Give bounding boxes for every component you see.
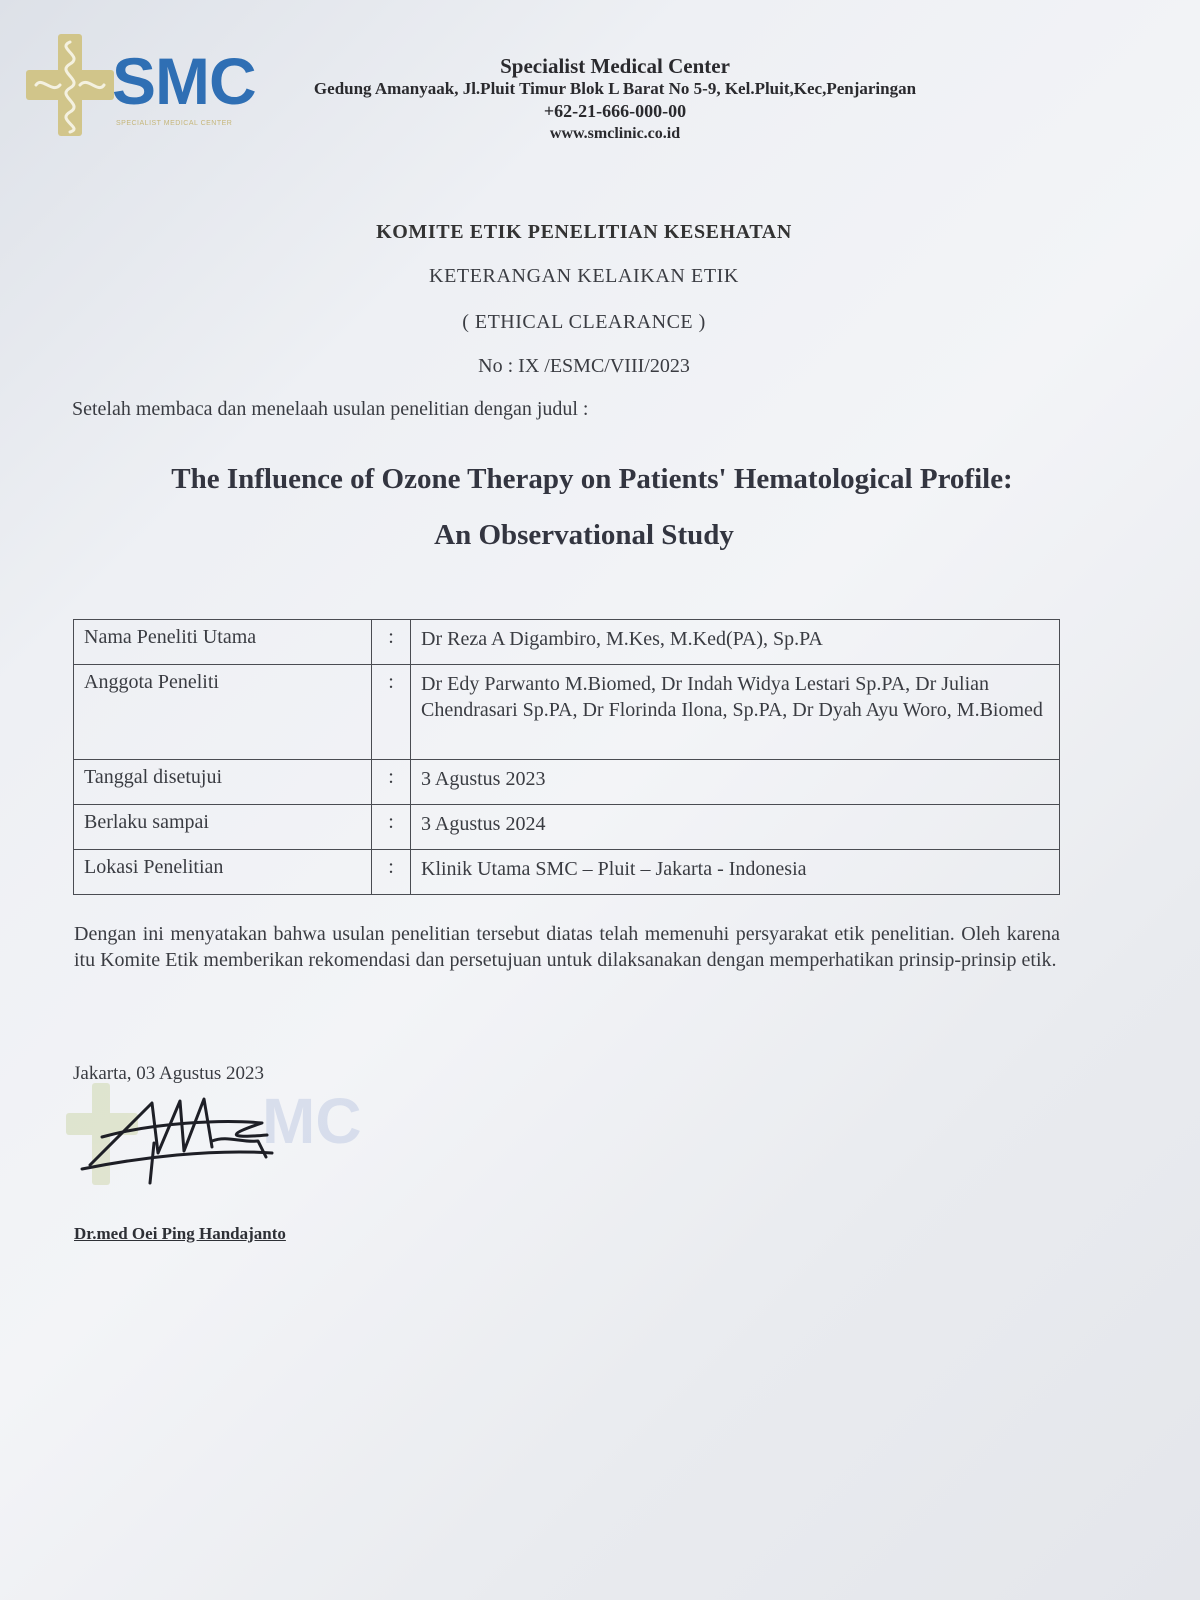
row-value: Klinik Utama SMC – Pluit – Jakarta - Indonesia	[411, 850, 1060, 895]
row-label: Berlaku sampai	[74, 805, 372, 850]
declaration-paragraph: Dengan ini menyatakan bahwa usulan penelitian tersebut diatas telah memenuhi persyarakat etik penelitian. Oleh karena itu Komite Etik memberikan rekomendasi dan persetujuan untuk dilaksanakan dengan memperhatikan prinsip-prinsip etik.	[74, 923, 1060, 971]
logo-subtitle: SPECIALIST MEDICAL CENTER	[116, 120, 233, 127]
institution-address: Gedung Amanyaak, Jl.Pluit Timur Blok L Barat No 5-9, Kel.Pluit,Kec,Penjaringan	[313, 79, 917, 98]
table-row	[74, 665, 1060, 760]
document-number: No : IX /ESMC/VIII/2023	[478, 355, 690, 377]
signer-name: Dr.med Oei Ping Handajanto	[74, 1224, 286, 1243]
row-value: Dr Edy Parwanto M.Biomed, Dr Indah Widya Lestari Sp.PA, Dr Julian Chendrasari Sp.PA, Dr Florinda Ilona, Sp.PA, Dr Dyah Ayu Woro, M.Biomed	[411, 665, 1060, 760]
row-separator: :	[372, 850, 411, 895]
study-title-line1: The Influence of Ozone Therapy on Patients' Hematological Profile:	[171, 463, 1013, 495]
table-row	[74, 850, 1060, 895]
institution-name: Specialist Medical Center	[500, 54, 730, 78]
table-row	[74, 805, 1060, 850]
row-value: 3 Agustus 2024	[411, 805, 1060, 850]
row-separator: :	[372, 805, 411, 850]
row-label: Anggota Peneliti	[74, 665, 372, 760]
row-separator: :	[372, 620, 411, 665]
smc-emblem-icon	[26, 34, 114, 136]
row-value: 3 Agustus 2023	[411, 760, 1060, 805]
document-heading: KETERANGAN KELAIKAN ETIK	[429, 265, 739, 287]
research-details-table	[73, 619, 1060, 895]
svg-text:MC: MC	[262, 1085, 362, 1157]
table-row	[74, 760, 1060, 805]
logo-wordmark: SMC	[112, 44, 256, 118]
table-row	[74, 620, 1060, 665]
document-heading-en: ( ETHICAL CLEARANCE )	[462, 311, 706, 333]
institution-phone: +62-21-666-000-00	[543, 101, 687, 121]
committee-title: KOMITE ETIK PENELITIAN KESEHATAN	[376, 221, 792, 243]
row-value: Dr Reza A Digambiro, M.Kes, M.Ked(PA), Sp.PA	[411, 620, 1060, 665]
institution-website: www.smclinic.co.id	[549, 125, 681, 142]
intro-text: Setelah membaca dan menelaah usulan penelitian dengan judul :	[72, 398, 589, 420]
signature-icon	[62, 1083, 362, 1193]
signature-block	[62, 1083, 362, 1193]
smc-logo	[26, 34, 266, 139]
row-label: Tanggal disetujui	[74, 760, 372, 805]
row-separator: :	[372, 665, 411, 760]
row-separator: :	[372, 760, 411, 805]
study-title-line2: An Observational Study	[434, 519, 734, 551]
place-date: Jakarta, 03 Agustus 2023	[73, 1063, 265, 1084]
row-label: Nama Peneliti Utama	[74, 620, 372, 665]
row-label: Lokasi Penelitian	[74, 850, 372, 895]
